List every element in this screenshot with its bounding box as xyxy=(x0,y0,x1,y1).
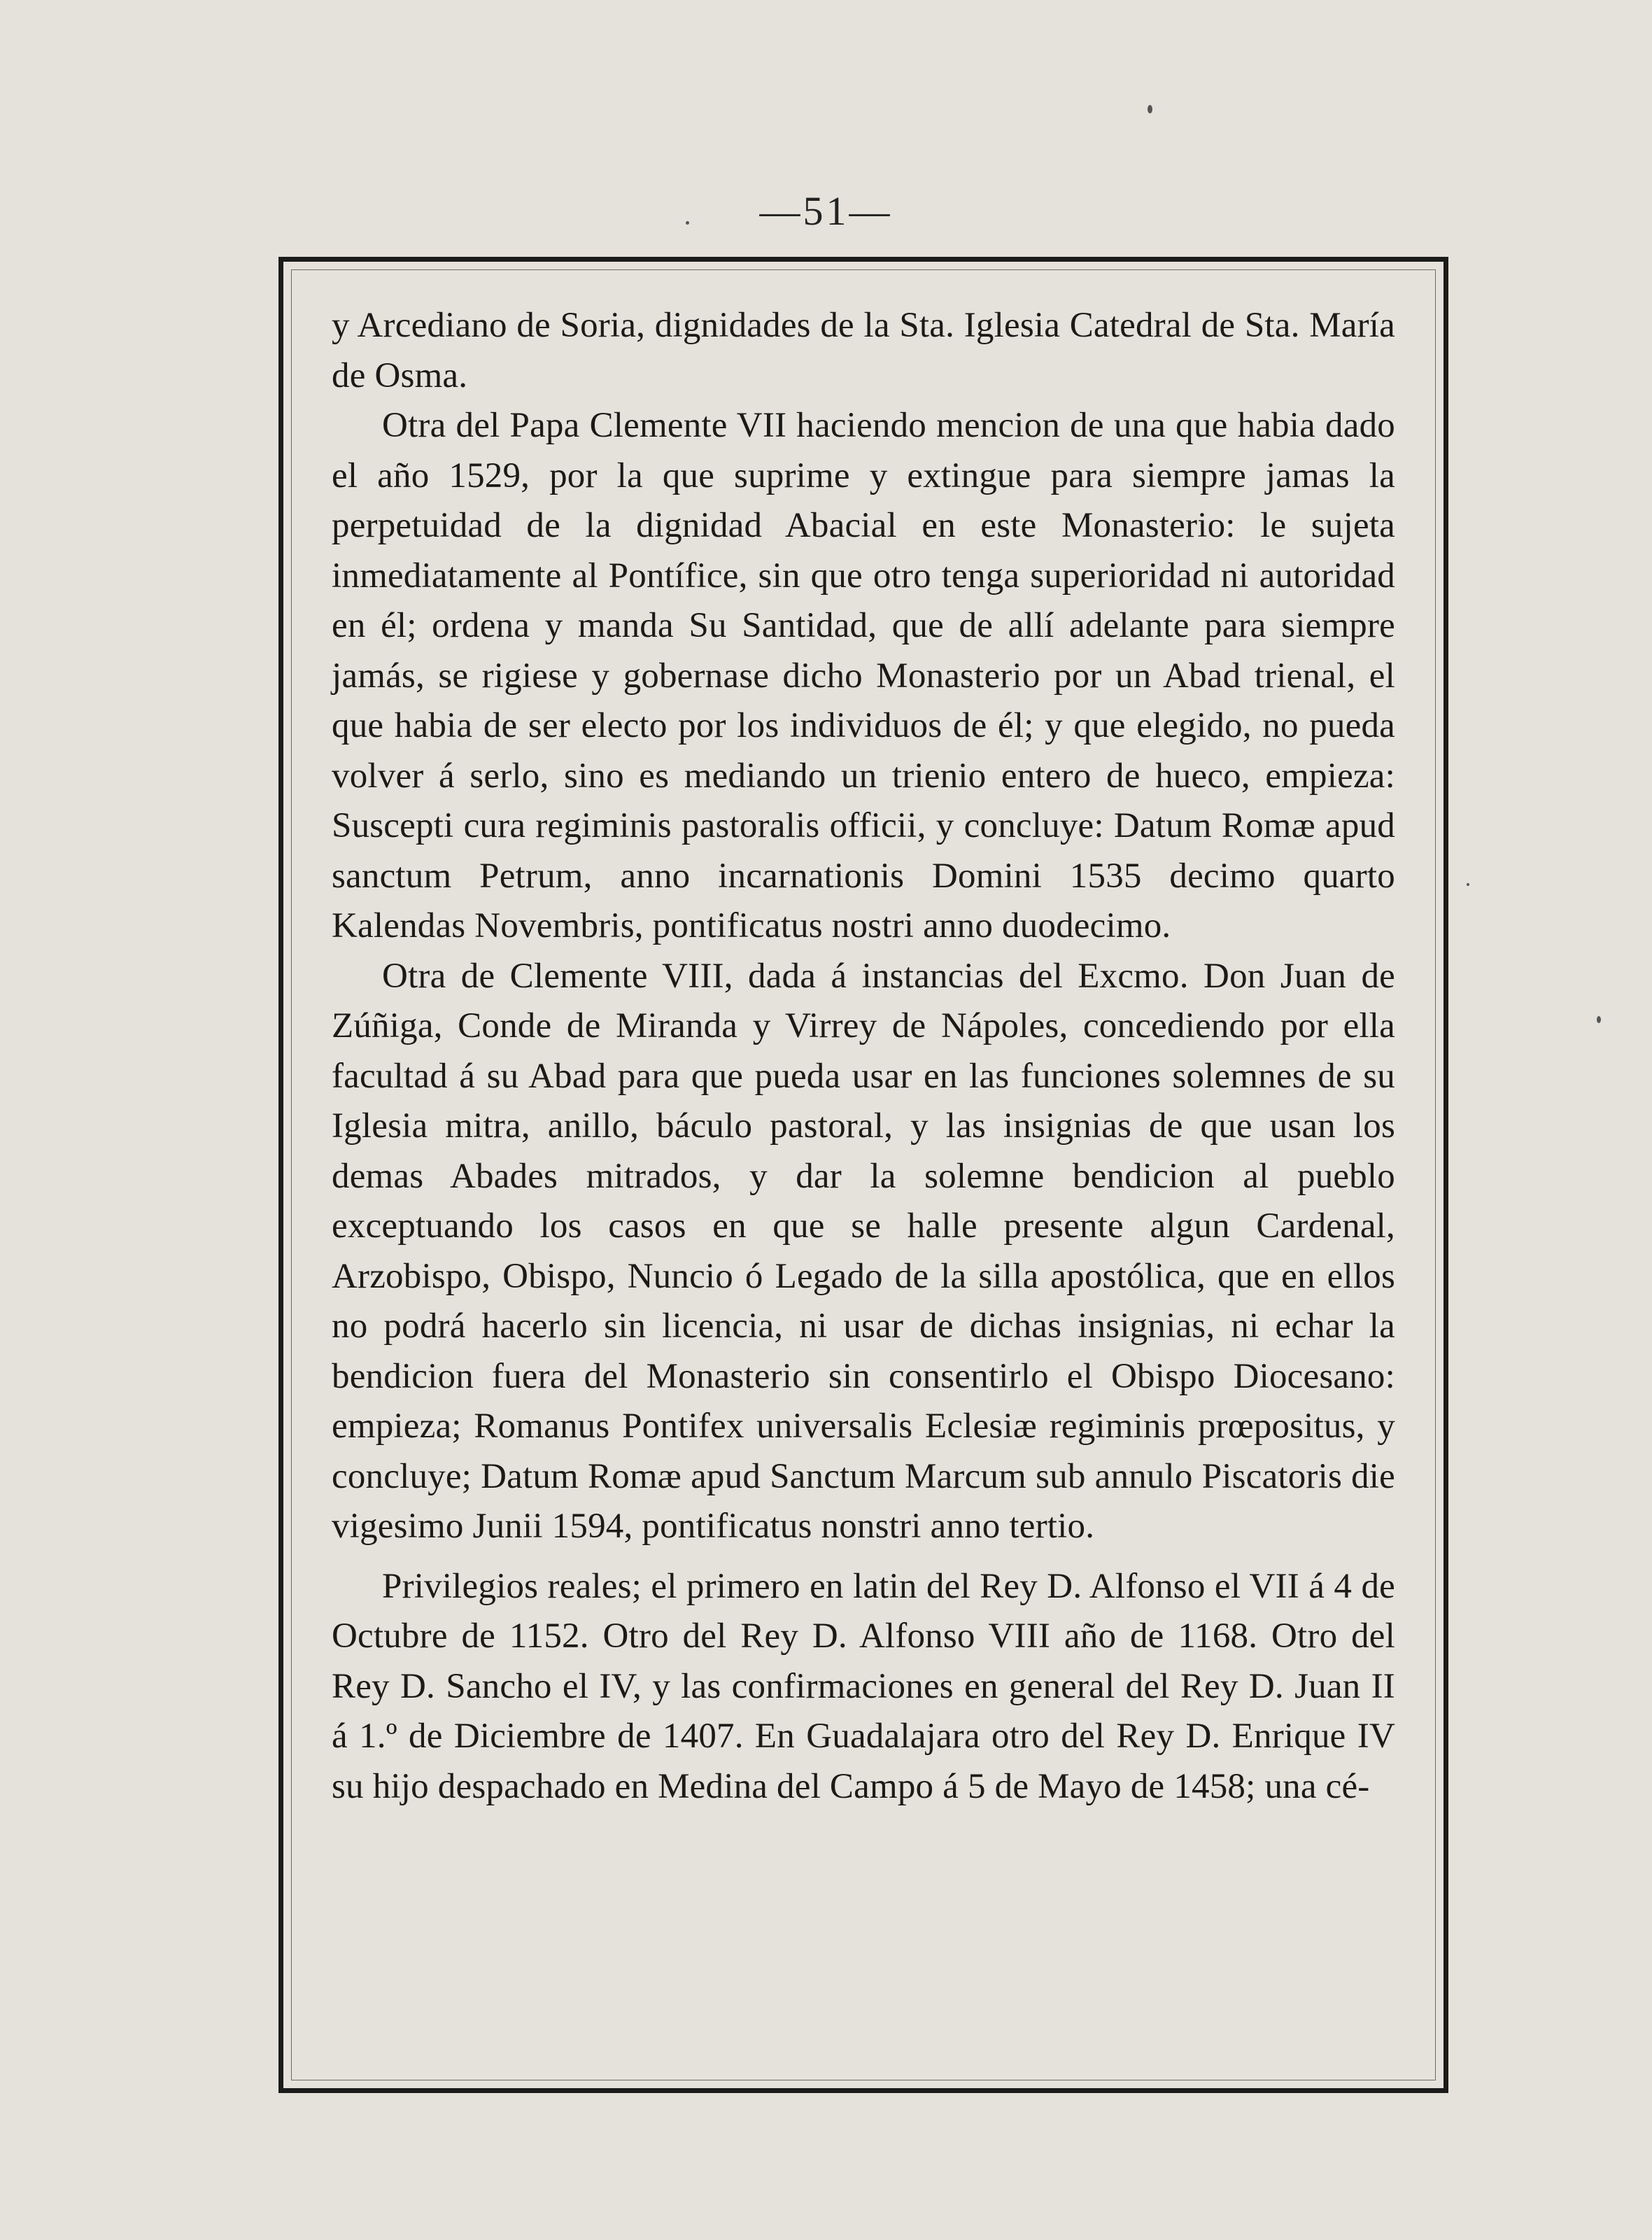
paragraph-privilegios-reales: Privilegios reales; el primero en latin del Rey D. Alfonso el VII á 4 de Octubre de 1152. Otro del Rey D. Alfonso VIII año de 1168. Otro del Rey D. Sancho el IV, y las confirmaciones en general del Rey D. Juan II á 1.º de Diciembre de 1407. En Guadalajara otro del Rey D. Enrique IV su hijo despachado en Medina del Campo á 5 de Mayo de 1458; una cé- xyxy=(332,1566,1395,1806)
paper-speck xyxy=(1148,105,1152,113)
paragraph-clemente-vii: Otra del Papa Clemente VII haciendo mencion de una que habia dado el año 1529, por la que suprime y extingue para siempre jamas la perpetuidad de la dignidad Abacial en este Monasterio: le sujeta inmediatamente al Pontífice, sin que otro tenga superioridad ni autoridad en él; ordena y manda Su Santidad, que de allí adelante para siempre jamás, se rigiese y gobernase dicho Monasterio por un Abad trienal, el que habia de ser electo por los individuos de él; y que elegido, no pueda volver á serlo, sino es mediando un trienio entero de hueco, empieza: Suscepti cura regiminis pastoralis officii, y concluye: Datum Romæ apud sanctum Petrum, anno incarnationis Domini 1535 decimo quarto Kalendas Novembris, pontificatus nostri anno duodecimo. xyxy=(332,406,1395,945)
page-number: —51— xyxy=(759,188,893,234)
paper-speck xyxy=(1597,1016,1601,1023)
paper-speck xyxy=(686,221,689,225)
paragraph-continuation: y Arcediano de Soria, dignidades de la Sta. Iglesia Catedral de Sta. María de Osma. xyxy=(332,306,1395,395)
body-text xyxy=(332,301,1395,1812)
paragraph-clemente-viii: Otra de Clemente VIII, dada á instancias del Excmo. Don Juan de Zúñiga, Conde de Miranda y Virrey de Nápoles, concediendo por ella facultad á su Abad para que pueda usar en las funciones solemnes de su Iglesia mitra, anillo, báculo pastoral, y las insignias de que usan los demas Abades mitrados, y dar la solemne bendicion al pueblo exceptuando los casos en que se halle presente algun Cardenal, Arzobispo, Obispo, Nuncio ó Legado de la silla apostólica, que en ellos no podrá hacerlo sin licencia, ni usar de dichas insignias, ni echar la bendicion fuera del Monasterio sin consentirlo el Obispo Diocesano: empieza; Romanus Pontifex universalis Eclesiæ regiminis prœpositus, y concluye; Datum Romæ apud Sanctum Marcum sub annulo Piscatoris die vigesimo Junii 1594, pontificatus nonstri anno tertio. xyxy=(332,956,1395,1546)
paper-speck xyxy=(1467,883,1469,886)
